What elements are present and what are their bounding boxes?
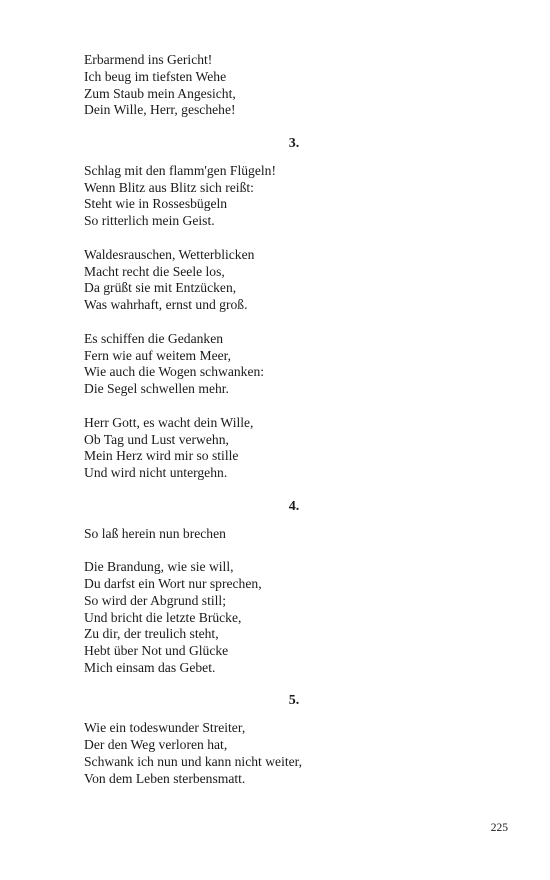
stanza — [84, 247, 464, 314]
section-heading: 5. — [288, 693, 300, 709]
verse-line: Fern wie auf weitem Meer, — [84, 347, 232, 363]
verse-line: Was wahrhaft, ernst und groß. — [84, 297, 248, 313]
verse-line: Schlag mit den flamm'gen Flügeln! — [84, 162, 276, 178]
verse-line: Und wird nicht untergehn. — [84, 465, 228, 481]
verse-line: Wie ein todeswunder Streiter, — [84, 720, 246, 736]
verse-line: Wie auch die Wogen schwanken: — [84, 364, 265, 380]
verse-line: Erbarmend ins Gericht! — [84, 52, 213, 67]
verse-line: Zu dir, der treulich steht, — [84, 626, 219, 642]
verse-line: Es schiffen die Gedanken — [84, 330, 224, 346]
page-number: 225 — [490, 822, 508, 834]
stanza — [84, 331, 464, 398]
stanza — [84, 52, 464, 119]
verse-line: Schwank ich nun und kann nicht weiter, — [84, 753, 303, 769]
verse-line: So ritterlich mein Geist. — [84, 213, 215, 229]
verse-line: Du darfst ein Wort nur sprechen, — [84, 575, 262, 591]
verse-line: Die Brandung, wie sie will, — [84, 559, 234, 575]
verse-line: Steht wie in Rossesbügeln — [84, 196, 228, 212]
section-heading: 4. — [288, 498, 300, 514]
section-heading: 3. — [288, 135, 300, 151]
stanza — [84, 720, 464, 787]
verse-line: Dein Wille, Herr, geschehe! — [84, 102, 236, 118]
stanza — [84, 163, 464, 230]
verse-line: Ich beug im tiefsten Wehe — [84, 68, 227, 84]
poem-section — [84, 499, 464, 677]
verse-line: Da grüßt sie mit Entzücken, — [84, 280, 237, 296]
verse-line: Zum Staub mein Angesicht, — [84, 85, 236, 101]
verse-line: Und bricht die letzte Brücke, — [84, 609, 242, 625]
verse-line: Ob Tag und Lust verwehn, — [84, 431, 229, 447]
verse-line: Waldesrauschen, Wetterblicken — [84, 246, 255, 262]
verse-line: Von dem Leben sterbensmatt. — [84, 770, 246, 786]
poem-section — [84, 136, 464, 482]
verse-line: Hebt über Not und Glücke — [84, 643, 229, 659]
verse-line: Mich einsam das Gebet. — [84, 659, 216, 675]
stanza — [84, 526, 464, 543]
poem-page — [84, 52, 464, 804]
stanza — [84, 559, 464, 677]
poem-section — [84, 693, 464, 787]
verse-line: Macht recht die Seele los, — [84, 263, 225, 279]
stanza — [84, 415, 464, 482]
verse-line: Mein Herz wird mir so stille — [84, 448, 239, 464]
verse-line: Wenn Blitz aus Blitz sich reißt: — [84, 179, 254, 195]
verse-line: Die Segel schwellen mehr. — [84, 381, 229, 397]
verse-line: So wird der Abgrund still; — [84, 592, 226, 608]
verse-line: So laß herein nun brechen — [84, 525, 226, 541]
verse-line: Herr Gott, es wacht dein Wille, — [84, 414, 254, 430]
verse-line: Der den Weg verloren hat, — [84, 737, 228, 753]
poem-section — [84, 52, 464, 119]
